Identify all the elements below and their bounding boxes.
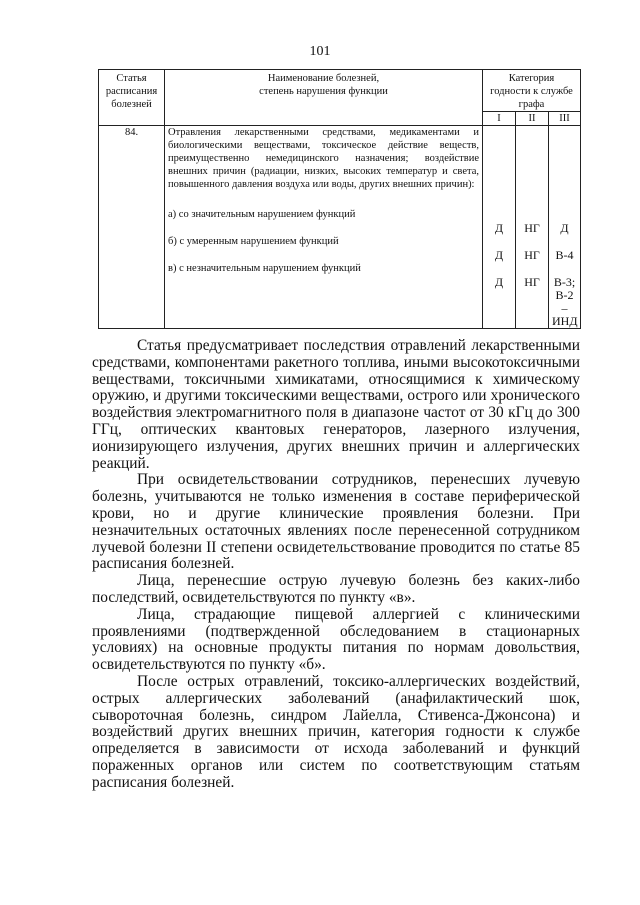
header-col-iii: III [549, 112, 581, 126]
table-header-row [99, 70, 581, 99]
header-article [99, 70, 165, 126]
article-commentary [92, 338, 580, 792]
row-a-label: а) со значительным нарушением функций [168, 209, 356, 220]
article-description [165, 126, 483, 329]
table-row [99, 126, 581, 329]
grade-col-iii [549, 126, 581, 329]
grade-a-ii: НГ [524, 221, 540, 235]
row-b-label: б) с умеренным нарушением функций [168, 236, 339, 247]
grade-c-ii: НГ [524, 275, 540, 289]
paragraph-5: После острых отравлений, токсико-аллергических воздействий, острых аллергических заболеваний (анафилактический шок, сывороточная болезнь, синдром Лайелла, Стивенса-Джонсона) и воздействий других внешних причин, категория годности к службе определяется в зависимости от исхода заболеваний и функций пораженных органов или систем по соответствующим статьям расписания болезней. [92, 672, 580, 791]
header-name-line2: степень нарушения функции [259, 86, 388, 97]
grade-c-iii-2: В-2 – [555, 288, 574, 315]
article-number [99, 126, 165, 329]
paragraph-4: Лица, страдающие пищевой аллергией с клиническими проявлениями (подтвержденной обследованием в стационарных условиях) на основные продукты питания по нормам довольствия, освидетельствуются по пункту «б». [92, 605, 580, 674]
grade-b-ii: НГ [524, 248, 540, 262]
paragraph-3: Лица, перенесшие острую лучевую болезнь без каких-либо последствий, освидетельствуются по пункту «в». [92, 572, 580, 606]
grade-c-iii-1: В-3; [553, 275, 576, 289]
grade-a-iii: Д [560, 221, 569, 235]
header-col-ii: II [516, 112, 549, 126]
header-graph: графа [483, 98, 581, 112]
paragraph-2: При освидетельствовании сотрудников, перенесших лучевую болезнь, учитываются не только изменения в составе периферической крови, но и другие клинические проявления болезни. При незначительных остаточных явлениях после перенесенной сотрудником лучевой болезни II степени освидетельствование проводится по статье 85 расписания болезней. [92, 471, 580, 573]
header-article-text: Статья расписания болезней [105, 73, 158, 110]
page-number: 101 [309, 44, 331, 59]
paragraph-1: Статья предусматривает последствия отравлений лекарственными средствами, компонентами ракетного топлива, иными высокотоксичными веществами, токсичными химикатами, относящимися к химическому оружию, и другими токсическими веществами, острого или хронического воздействия электромагнитного поля в диапазоне частот от 30 кГц до 300 ГГц, оптических квантовых генераторов, лазерного излучения, ионизирующего излучения, других внешних причин и аллергических реакций. [92, 337, 580, 472]
grade-b-i: Д [494, 248, 504, 262]
grade-c-iii-3: ИНД [552, 314, 578, 328]
grade-a-i: Д [494, 221, 504, 235]
header-category-line2: годности к службе [490, 86, 573, 97]
grade-c-i: Д [494, 275, 504, 289]
header-name [165, 70, 483, 126]
header-category-line1: Категория [508, 73, 555, 84]
disease-schedule-table [98, 69, 581, 329]
header-name-line1: Наименование болезней, [267, 73, 380, 84]
header-category [483, 70, 581, 99]
description-text: Отравления лекарственными средствами, медикаментами и биологическими веществами, токсическое действие веществ, преимущественно немедицинского назначения; воздействие внешних причин (радиации, низких, высоких температур и света, повышенного давления воздуха или воды, других внешних причин): [168, 127, 479, 190]
grade-b-iii: В-4 [555, 248, 574, 262]
row-c-label: в) с незначительным нарушением функций [168, 263, 361, 274]
grade-col-ii [516, 126, 549, 329]
article-number-text: 84. [124, 127, 139, 138]
header-col-i: I [483, 112, 516, 126]
grade-col-i [483, 126, 516, 329]
